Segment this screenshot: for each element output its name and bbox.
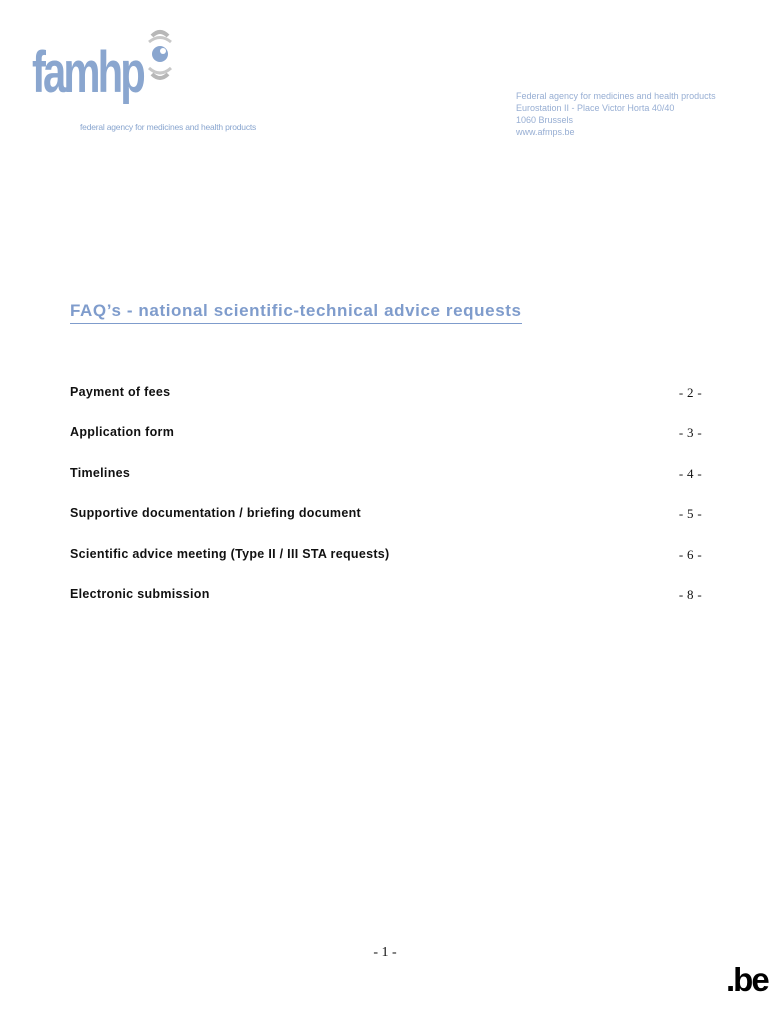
address-line-agency: Federal agency for medicines and health products	[516, 91, 716, 101]
toc-entry-timelines[interactable]	[70, 466, 702, 506]
logo-tagline: federal agency for medicines and health products	[80, 122, 257, 132]
toc-entry-label: Payment of fees	[70, 385, 171, 399]
toc-entry-label: Application form	[70, 425, 175, 440]
toc-entry-page: - 6 -	[678, 546, 702, 562]
toc-entry-label: Timelines	[70, 465, 131, 480]
toc-entry-page: - 4 -	[678, 465, 702, 481]
toc-entry-label: Scientific advice meeting (Type II / III STA requests)	[70, 546, 390, 561]
table-of-contents	[70, 385, 702, 627]
address-line-city: 1060 Brussels	[516, 115, 574, 125]
agency-address	[516, 90, 716, 138]
toc-entry-page: - 2 -	[678, 385, 702, 400]
toc-entry-payment-of-fees[interactable]	[70, 385, 702, 425]
toc-entry-page: - 3 -	[678, 425, 702, 441]
famhp-logo	[32, 28, 257, 138]
toc-entry-page: - 5 -	[678, 506, 702, 522]
toc-entry-scientific-advice-meeting[interactable]	[70, 547, 702, 587]
page-number: - 1 -	[373, 945, 397, 960]
logo-wordmark: famhp	[32, 40, 143, 105]
address-line-website: www.afmps.be	[516, 127, 575, 137]
be-logo: .be	[726, 961, 768, 998]
document-title: FAQ’s - national scientific-technical advice requests	[70, 301, 522, 324]
toc-entry-page: - 8 -	[678, 586, 702, 602]
toc-entry-supportive-documentation[interactable]	[70, 506, 702, 546]
toc-entry-electronic-submission[interactable]	[70, 587, 702, 627]
toc-entry-label: Supportive documentation / briefing document	[70, 506, 361, 521]
globe-logo-icon	[144, 28, 176, 92]
toc-entry-application-form[interactable]	[70, 425, 702, 465]
toc-entry-label: Electronic submission	[70, 586, 210, 601]
address-line-street: Eurostation II - Place Victor Horta 40/40	[516, 103, 675, 113]
